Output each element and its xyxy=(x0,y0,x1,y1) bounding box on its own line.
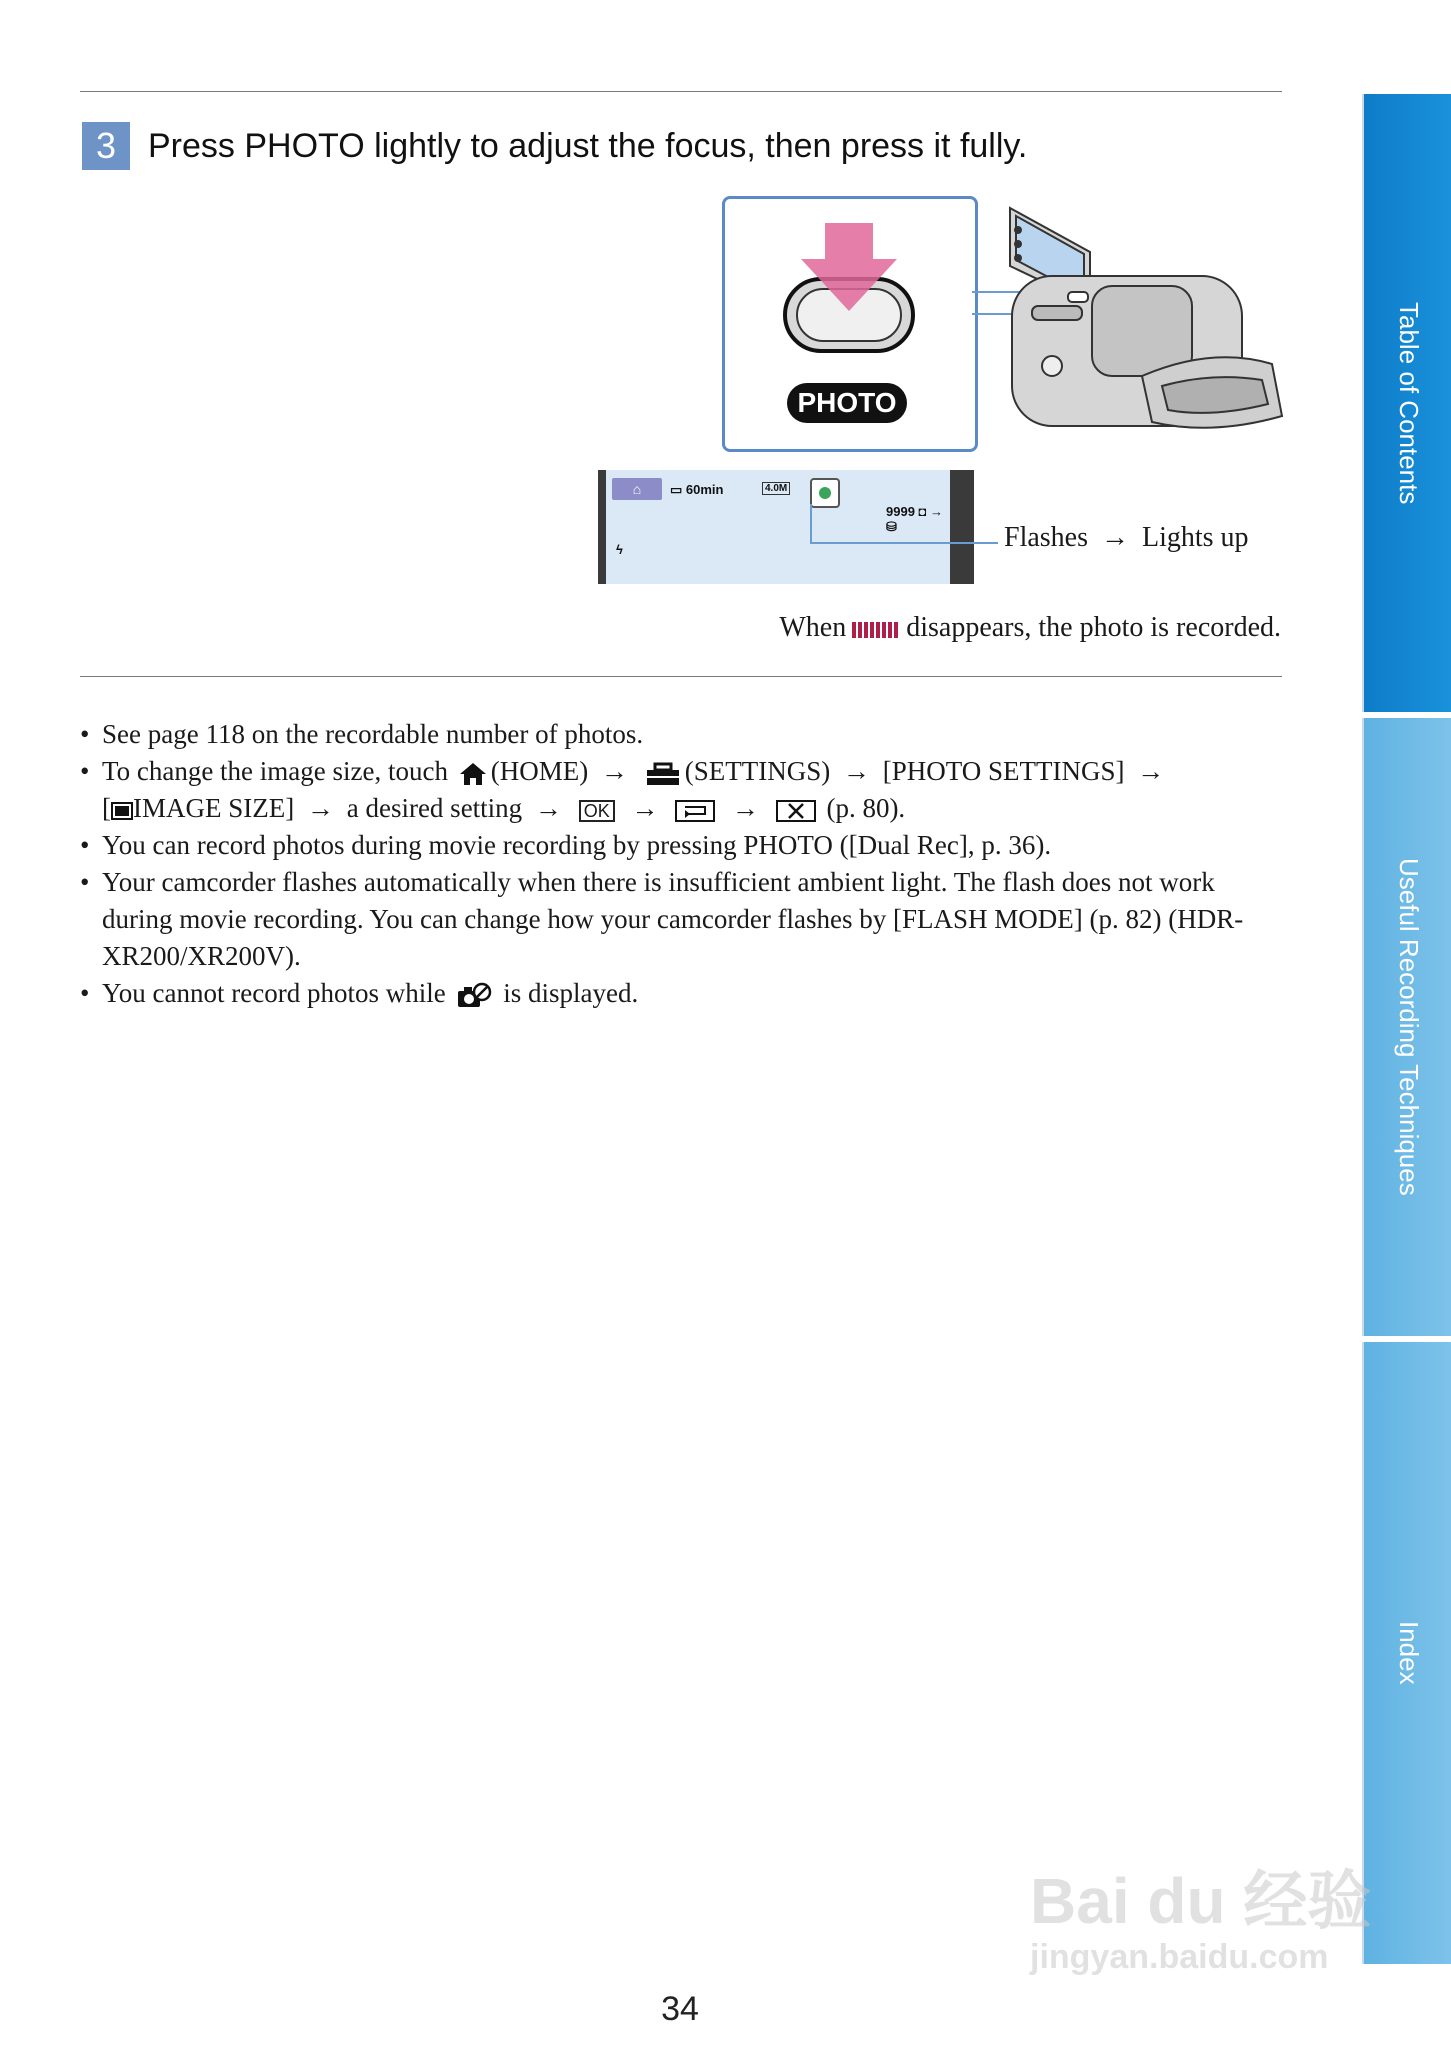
home-icon xyxy=(459,761,487,787)
camcorder-icon xyxy=(972,196,1292,446)
remaining-photos: 9999 ◘ →⛁ xyxy=(886,504,943,534)
list-item xyxy=(80,864,1270,975)
photo-button-label: PHOTO xyxy=(787,383,907,423)
image-size-indicator: 4.0M xyxy=(762,482,790,495)
return-icon xyxy=(675,800,715,822)
list-item xyxy=(80,753,1270,827)
flash-from: Flashes xyxy=(1004,522,1088,553)
when-suffix: disappears, the photo is recorded. xyxy=(906,612,1281,643)
press-arrow-icon xyxy=(725,199,975,379)
list-item xyxy=(80,975,1270,1012)
recorded-note xyxy=(779,612,1281,644)
note-image-size-bracket: [ xyxy=(102,793,111,823)
note-image-size-a: To change the image size, touch xyxy=(102,756,448,786)
image-size-icon xyxy=(111,801,133,821)
arrow-icon: → xyxy=(600,756,628,786)
step-number-badge: 3 xyxy=(82,122,130,170)
note-home-text: (HOME) xyxy=(490,756,589,786)
note-flash: Your camcorder flashes automatically when there is insufficient ambient light. The flash does not work during movie recording. You can change how your camcorder flashes by [FLASH MODE] (p. 82) (HDR-XR200/XR200V). xyxy=(102,867,1244,971)
battery-time: 60min xyxy=(685,482,724,497)
flash-label xyxy=(1004,522,1249,554)
middle-divider xyxy=(80,676,1282,677)
lcd-home-button: ⌂ xyxy=(612,478,662,500)
arrow-icon: → xyxy=(631,793,659,823)
tab-table-of-contents[interactable] xyxy=(1362,94,1451,712)
note-cannot-record-b: is displayed. xyxy=(503,978,639,1008)
notes-list xyxy=(80,716,1270,1012)
page-number: 34 xyxy=(661,1990,699,2028)
watermark xyxy=(1030,1850,1371,1977)
when-prefix: When xyxy=(779,612,847,643)
ok-button-icon: OK xyxy=(579,800,615,822)
arrow-icon: → xyxy=(842,756,870,786)
note-image-size-label: IMAGE SIZE] xyxy=(133,793,295,823)
arrow-icon: → xyxy=(731,793,759,823)
close-icon xyxy=(776,800,816,822)
note-dual-rec: You can record photos during movie recording by pressing PHOTO ([Dual Rec], p. 36). xyxy=(102,830,1052,860)
flash-to: Lights up xyxy=(1142,522,1249,553)
indicator-callout-line xyxy=(810,504,998,544)
note-settings-text: (SETTINGS) xyxy=(684,756,831,786)
recording-bars-icon xyxy=(852,622,900,638)
step-instruction: Press PHOTO lightly to adjust the focus, then press it fully. xyxy=(148,127,1028,165)
tab-label: Index xyxy=(1394,1621,1424,1685)
arrow-icon: → xyxy=(1137,756,1165,786)
list-item xyxy=(80,827,1270,864)
photo-button-illustration xyxy=(722,196,978,452)
remaining-count: 9999 xyxy=(886,504,915,519)
watermark-logo: Bai du 经验 xyxy=(1030,1865,1372,1937)
note-photo-settings: [PHOTO SETTINGS] xyxy=(882,756,1125,786)
arrow-icon: → xyxy=(534,793,562,823)
note-cannot-record-a: You cannot record photos while xyxy=(102,978,446,1008)
note-desired-setting: a desired setting xyxy=(346,793,523,823)
toolbox-icon xyxy=(645,762,681,786)
note-page-80: (p. 80). xyxy=(826,793,906,823)
tab-label: Table of Contents xyxy=(1394,301,1424,505)
arrow-icon: → xyxy=(306,793,334,823)
battery-indicator: ▭ 60min xyxy=(670,482,724,497)
arrow-icon: → xyxy=(1101,522,1129,553)
flash-icon: ϟ xyxy=(616,542,623,557)
list-item xyxy=(80,716,1270,753)
remaining-suffix: → xyxy=(930,504,943,519)
tab-label: Useful Recording Techniques xyxy=(1394,858,1424,1196)
tab-useful-recording-techniques[interactable] xyxy=(1362,718,1451,1336)
tab-index[interactable] xyxy=(1362,1342,1451,1964)
no-photo-icon xyxy=(456,982,492,1010)
note-page-reference: See page 118 on the recordable number of photos. xyxy=(102,719,644,749)
watermark-url: jingyan.baidu.com xyxy=(1030,1938,1329,1976)
top-divider xyxy=(80,91,1282,92)
